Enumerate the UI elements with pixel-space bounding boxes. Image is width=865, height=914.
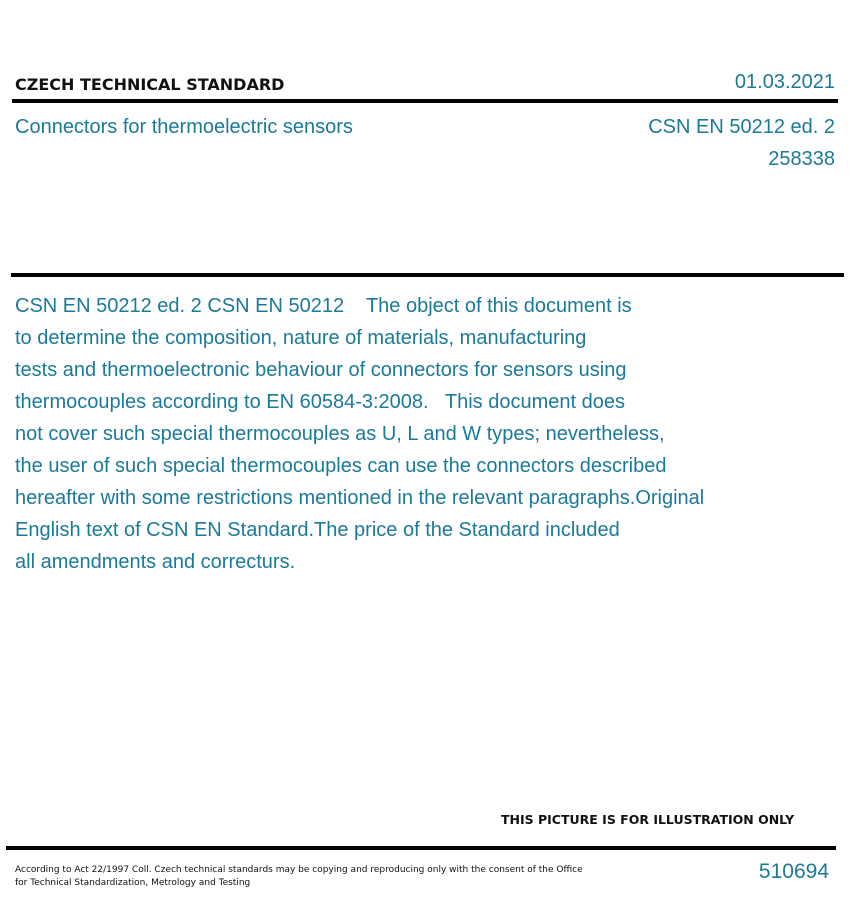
top-rule — [12, 99, 838, 103]
publication-date: 01.03.2021 — [734, 71, 835, 93]
document-title: CZECH TECHNICAL STANDARD — [15, 75, 285, 94]
abstract-text — [15, 290, 704, 578]
legal-notice — [15, 864, 583, 890]
catalog-number: 258338 — [768, 148, 835, 170]
standard-subject: Connectors for thermoelectric sensors — [15, 116, 353, 138]
abstract-line: tests and thermoelectronic behaviour of connectors for sensors using — [15, 359, 627, 381]
abstract-line: not cover such special thermocouples as U, L and W types; nevertheless, — [15, 423, 665, 445]
abstract-line: English text of CSN EN Standard.The price of the Standard included — [15, 519, 620, 541]
legal-line: for Technical Standardization, Metrology and Testing — [15, 878, 251, 888]
legal-line: According to Act 22/1997 Coll. Czech technical standards may be copying and reproducing only with the consent of the Office — [15, 865, 583, 875]
abstract-line: the user of such special thermocouples can use the connectors described — [15, 455, 667, 477]
abstract-line: thermocouples according to EN 60584-3:2008. This document does — [15, 391, 625, 413]
document-number: 510694 — [758, 860, 829, 883]
abstract-line: all amendments and correcturs. — [15, 551, 296, 573]
abstract-line: CSN EN 50212 ed. 2 CSN EN 50212 The object of this document is — [15, 295, 632, 317]
section-rule — [11, 273, 844, 277]
footer-rule — [6, 846, 836, 850]
standard-code: CSN EN 50212 ed. 2 — [648, 116, 835, 138]
illustration-notice: THIS PICTURE IS FOR ILLUSTRATION ONLY — [501, 812, 795, 827]
abstract-line: hereafter with some restrictions mentioned in the relevant paragraphs.Original — [15, 487, 705, 509]
abstract-line: to determine the composition, nature of materials, manufacturing — [15, 327, 587, 349]
